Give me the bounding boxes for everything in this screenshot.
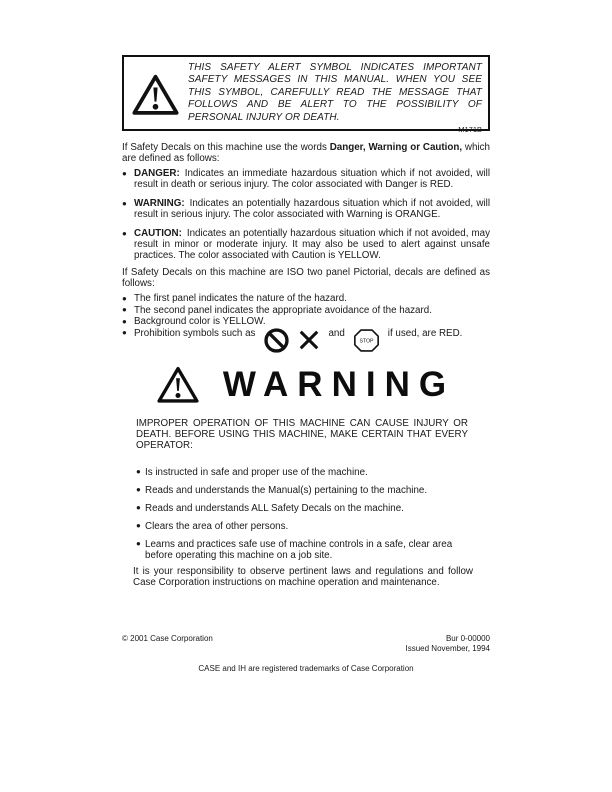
x-cross-icon xyxy=(298,329,320,355)
bullet-icon: ● xyxy=(122,316,127,326)
warning-body-text: IMPROPER OPERATION OF THIS MACHINE CAN CAUSE INJURY OR DEATH. BEFORE USING THIS MACHINE, MAKE CERTAIN THAT EVERY OPERATOR: xyxy=(136,417,468,451)
iso-bullet-text: The second panel indicates the appropriate avoidance of the hazard. xyxy=(134,304,432,316)
iso-bullet-text: Background color is YELLOW. xyxy=(134,316,266,327)
operator-requirement-text: Clears the area of other persons. xyxy=(145,520,289,532)
warning-triangle-icon xyxy=(157,365,199,405)
bullet-icon: ● xyxy=(122,198,127,208)
document-number: Bur 0-00000 xyxy=(445,633,490,643)
list-item-caution xyxy=(122,228,490,261)
page-content xyxy=(122,55,490,674)
iso-decals-intro: If Safety Decals on this machine are ISO two panel Pictorial, decals are defined as follows: xyxy=(122,267,490,289)
signal-term: WARNING: xyxy=(134,198,185,209)
issued-date: Issued November, 1994 xyxy=(405,644,490,653)
prohibition-symbols-row xyxy=(134,328,490,358)
signal-words-intro xyxy=(122,142,490,164)
intro-text-post: which are defined as follows: xyxy=(122,142,490,164)
list-item xyxy=(136,503,464,514)
prohibition-text-prefix: Prohibition symbols such as xyxy=(134,328,256,339)
safety-alert-triangle-icon xyxy=(129,62,181,127)
list-item xyxy=(136,539,464,561)
iso-bullet-text: The first panel indicates the nature of the hazard. xyxy=(134,293,347,304)
list-item-danger xyxy=(122,168,490,190)
intro-text-pre: If Safety Decals on this machine use the words xyxy=(122,142,330,153)
bullet-icon: ● xyxy=(136,503,141,512)
list-item-warning xyxy=(122,198,490,220)
intro-text-bold: Danger, Warning or Caution, xyxy=(329,142,463,153)
bullet-icon: ● xyxy=(136,485,141,494)
signal-word-list xyxy=(122,168,490,261)
operator-requirement-text: Is instructed in safe and proper use of the machine. xyxy=(145,466,368,478)
page-footer xyxy=(122,634,490,655)
bullet-icon: ● xyxy=(136,521,141,530)
bullet-icon: ● xyxy=(122,293,127,303)
publication-info xyxy=(406,634,491,655)
safety-alert-body xyxy=(188,62,482,135)
safety-alert-text: THIS SAFETY ALERT SYMBOL INDICATES IMPORTANT SAFETY MESSAGES IN THIS MANUAL. WHEN YOU SEE THIS SYMBOL, CAREFULLY READ THE MESSAGE THAT FOLLOWS AND BE ALERT TO THE POSSIBILITY OF PERSONAL INJURY OR DEATH. xyxy=(188,62,482,123)
signal-term: CAUTION: xyxy=(134,228,182,239)
copyright-text: © 2001 Case Corporation xyxy=(122,633,213,643)
decal-code-label: M171B xyxy=(458,125,482,135)
circle-slash-icon xyxy=(263,327,290,358)
bullet-icon: ● xyxy=(122,328,127,337)
warning-heading-text: WARNING xyxy=(222,364,456,404)
prohibition-text-suffix: if used, are RED. xyxy=(387,328,463,339)
list-item xyxy=(136,521,464,532)
safety-alert-box xyxy=(122,55,490,135)
iso-decal-list xyxy=(122,293,490,358)
operator-requirement-text: Reads and understands the Manual(s) pertaining to the machine. xyxy=(145,484,428,496)
bullet-icon: ● xyxy=(122,305,127,314)
signal-definition: Indicates an potentially hazardous situation which if not avoided, will result in serious injury. The color associated with Warning is ORANGE. xyxy=(134,198,490,220)
stop-label: STOP xyxy=(359,338,374,345)
stop-octagon-icon xyxy=(353,328,380,357)
list-item xyxy=(122,293,490,305)
signal-term: DANGER: xyxy=(134,168,180,179)
signal-definition: Indicates an immediate hazardous situation which if not avoided, will result in death or serious injury. The color associated with Danger is RED. xyxy=(134,168,490,190)
warning-heading xyxy=(122,363,490,407)
list-item xyxy=(136,485,464,496)
list-item-prohibition xyxy=(122,328,490,358)
operator-requirement-text: Reads and understands ALL Safety Decals on the machine. xyxy=(145,502,404,514)
trademark-notice: CASE and IH are registered trademarks of Case Corporation xyxy=(198,663,414,673)
list-item xyxy=(136,467,464,478)
prohibition-text-and: and xyxy=(328,328,345,339)
list-item xyxy=(122,305,490,317)
operator-requirement-text: Learns and practices safe use of machine controls in a safe, clear area before operating this machine on a job site. xyxy=(145,538,453,561)
bullet-icon: ● xyxy=(122,228,127,238)
bullet-icon: ● xyxy=(136,467,141,476)
bullet-icon: ● xyxy=(122,168,127,178)
operator-requirements-list xyxy=(136,467,464,561)
bullet-icon: ● xyxy=(136,539,141,548)
signal-definition: Indicates an potentially hazardous situation which if not avoided, may result in minor or moderate injury. It may also be used to alert against unsafe practices. The color associated with Caution is YELLOW. xyxy=(134,228,490,261)
responsibility-paragraph: It is your responsibility to observe pertinent laws and regulations and follow Case Corporation instructions on machine operation and maintenance. xyxy=(133,565,473,588)
list-item xyxy=(122,316,490,328)
